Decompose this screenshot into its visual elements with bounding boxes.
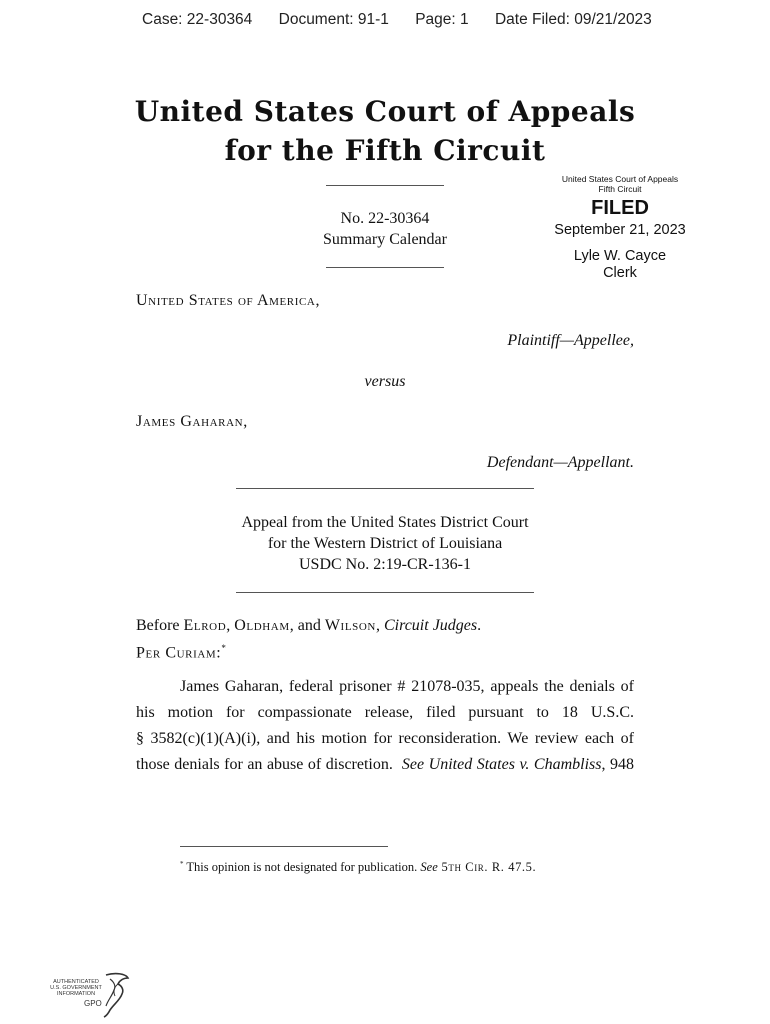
- gpo-line2: U.S. GOVERNMENT: [50, 985, 102, 991]
- docket-calendar: Summary Calendar: [323, 231, 447, 248]
- footnote-ref: *: [221, 643, 226, 653]
- filed-status: FILED: [591, 197, 649, 219]
- opinion-line: [136, 752, 634, 778]
- page-number: Page: 1: [415, 11, 469, 28]
- appeal-line3: USDC No. 2:19-CR-136-1: [298, 556, 471, 573]
- court-title-line1: United States Court of Appeals: [134, 95, 636, 128]
- case-header: [142, 11, 674, 29]
- per-curiam: Per Curiam:: [136, 644, 222, 662]
- stamp-court-line2: Fifth Circuit: [598, 184, 642, 194]
- before-label: Before: [136, 617, 180, 634]
- opinion-text: , 948: [601, 756, 635, 773]
- opinion-line: his motion for compassionate release, filed pursuant to 18 U.S.C.: [136, 704, 634, 721]
- footnote-text: This opinion is not designated for publication.: [183, 860, 421, 875]
- judges-title: Circuit Judges: [383, 617, 478, 634]
- appeal-line2: for the Western District of Louisiana: [267, 535, 503, 552]
- gpo-line3: INFORMATION: [56, 991, 96, 997]
- divider: [326, 185, 444, 186]
- document-number: Document: 91-1: [278, 11, 389, 28]
- footnote-divider: [180, 846, 388, 847]
- plaintiff-name: United States of America,: [136, 292, 321, 309]
- opinion-paragraph: [136, 674, 634, 778]
- judge-wilson: Wilson: [324, 617, 376, 634]
- footnote-mark: *: [180, 860, 184, 868]
- per-curiam-line: [136, 643, 226, 662]
- opinion-line: James Gaharan, federal prisoner # 21078-035, appeals the denials of: [180, 678, 634, 695]
- stamp-court-line1: United States Court of Appeals: [561, 174, 679, 184]
- appeal-line1: Appeal from the United States District Court: [241, 514, 529, 531]
- separator: ,: [226, 617, 235, 634]
- filed-stamp: [540, 174, 700, 282]
- gpo-line1: AUTHENTICATED: [53, 979, 99, 985]
- divider: [236, 488, 534, 489]
- case-number: Case: 22-30364: [142, 11, 253, 28]
- docket-number: No. 22-30364: [340, 210, 430, 227]
- filed-date: September 21, 2023: [554, 222, 686, 238]
- opinion-text: those denials for an abuse of discretion.: [136, 756, 402, 773]
- judge-elrod: Elrod: [183, 617, 227, 634]
- gpo-line4: GPO: [84, 999, 102, 1008]
- divider: [326, 267, 444, 268]
- defendant-name: James Gaharan,: [136, 413, 248, 430]
- versus: versus: [364, 373, 406, 390]
- plaintiff-role: Plaintiff—Appellee,: [507, 332, 634, 349]
- opinion-line: § 3582(c)(1)(A)(i), and his motion for reconsideration. We review each of: [136, 730, 634, 747]
- court-title-line2: for the Fifth Circuit: [224, 134, 546, 167]
- separator: , and: [289, 617, 325, 634]
- date-filed: Date Filed: 09/21/2023: [494, 11, 652, 28]
- judge-oldham: Oldham: [234, 617, 290, 634]
- separator: ,: [375, 617, 384, 634]
- divider: [236, 592, 534, 593]
- period: .: [477, 617, 482, 634]
- clerk-title: Clerk: [603, 265, 637, 281]
- gpo-authentication-logo: [44, 970, 130, 1018]
- footnote-citation: 5th Cir. R. 47.5.: [437, 860, 537, 875]
- case-citation: See United States v. Chambliss: [401, 756, 602, 773]
- clerk-name: Lyle W. Cayce: [573, 248, 667, 264]
- footnote-see: See: [420, 860, 438, 875]
- footnote: [180, 860, 536, 875]
- defendant-role: Defendant—Appellant.: [486, 454, 634, 471]
- panel-line: [136, 617, 481, 635]
